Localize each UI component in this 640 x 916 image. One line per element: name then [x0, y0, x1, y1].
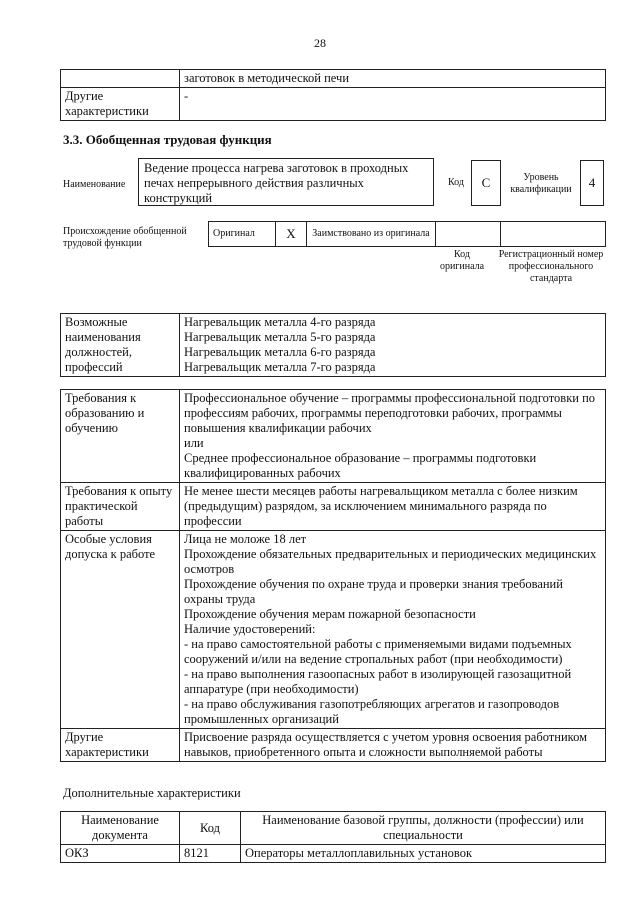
borrowed-label: Заимствовано из оригинала [307, 222, 436, 247]
positions-table [60, 313, 606, 377]
other-char-line: Присвоение разряда осуществляется с учетом уровня освоения работником навыков, приобретенного опыта и сложности выполняемой работы [184, 730, 587, 759]
list-item: Нагревальщик металла 7-го разряда [184, 360, 376, 374]
conditions-line: - на право выполнения газоопасных работ в изолирующей газозащитной аппаратуре (при необходимости) [184, 667, 572, 696]
table-row [61, 88, 606, 121]
table-row [209, 222, 606, 247]
name-label: Наименование [63, 179, 126, 190]
table-row [61, 70, 606, 88]
table-row [61, 845, 606, 863]
table-row [61, 812, 606, 845]
experience-line: Не менее шести месяцев работы нагревальщиком металла с более низким (предыдущим) разрядом, за исключением минимального разряда по профессии [184, 484, 578, 528]
cell-name: Операторы металлоплавильных установок [241, 845, 606, 863]
origin-label: Происхождение обобщенной трудовой функции [63, 226, 187, 249]
code-value: С [471, 160, 501, 206]
cont-text: заготовок в методической печи [180, 70, 606, 88]
reg-number-label: Регистрационный номер профессионального стандарта [498, 249, 604, 284]
top-table [60, 69, 606, 121]
experience-label: Требования к опыту практической работы [61, 483, 180, 531]
code-original-label: Код оригинала [439, 249, 485, 272]
origin-table [208, 221, 606, 247]
conditions-line: Прохождение обучения мерам пожарной безопасности [184, 607, 476, 621]
list-item: Нагревальщик металла 5-го разряда [184, 330, 376, 344]
cell-code: 8121 [180, 845, 241, 863]
other-label: Другие характеристики [61, 88, 180, 121]
table-row [61, 314, 606, 377]
education-line: Профессиональное обучение – программы профессиональной подготовки по профессиям рабочих, программы переподготовки рабочих, программы повышения квалификации рабочих [184, 391, 596, 435]
list-item: Нагревальщик металла 4-го разряда [184, 315, 376, 329]
level-value: 4 [580, 160, 604, 206]
col-header-document: Наименование документа [61, 812, 180, 845]
list-item: Нагревальщик металла 6-го разряда [184, 345, 376, 359]
positions-label: Возможные наименования должностей, профессий [61, 314, 180, 377]
table-row [61, 531, 606, 729]
original-label: Оригинал [209, 222, 276, 247]
education-label: Требования к образованию и обучению [61, 390, 180, 483]
conditions-line: - на право обслуживания газопотребляющих агрегатов и газопроводов промышленных организаций [184, 697, 560, 726]
additional-table [60, 811, 606, 863]
table-row [61, 729, 606, 762]
other-value: - [180, 88, 606, 121]
positions-list [180, 314, 606, 377]
section-title: 3.3. Обобщенная трудовая функция [63, 132, 272, 147]
level-label: Уровень квалификации [510, 172, 572, 195]
code-label: Код [448, 177, 464, 188]
conditions-label: Особые условия допуска к работе [61, 531, 180, 729]
conditions-line: Прохождение обязательных предварительных и периодических медицинских осмотров [184, 547, 597, 576]
col-header-code: Код [180, 812, 241, 845]
col-header-name: Наименование базовой группы, должности (профессии) или специальности [241, 812, 606, 845]
other-char-label: Другие характеристики [61, 729, 180, 762]
conditions-line: Прохождение обучения по охране труда и проверки знания требований охраны труда [184, 577, 563, 606]
page-number: 28 [314, 36, 326, 50]
conditions-line: - на право самостоятельной работы с применяемыми видами подъемных сооружений и/или на ведение стропальных работ (при необходимости) [184, 637, 572, 666]
requirements-table [60, 389, 606, 762]
education-line: или [184, 436, 204, 450]
additional-title: Дополнительные характеристики [63, 786, 241, 800]
conditions-line: Лица не моложе 18 лет [184, 532, 307, 546]
name-value: Ведение процесса нагрева заготовок в проходных печах непрерывного действия различных конструкций [138, 158, 434, 206]
table-row [61, 483, 606, 531]
table-row [61, 390, 606, 483]
conditions-line: Наличие удостоверений: [184, 622, 316, 636]
education-line: Среднее профессиональное образование – программы подготовки квалифицированных рабочих [184, 451, 537, 480]
original-mark: Х [276, 222, 307, 247]
cell-document: ОКЗ [61, 845, 180, 863]
